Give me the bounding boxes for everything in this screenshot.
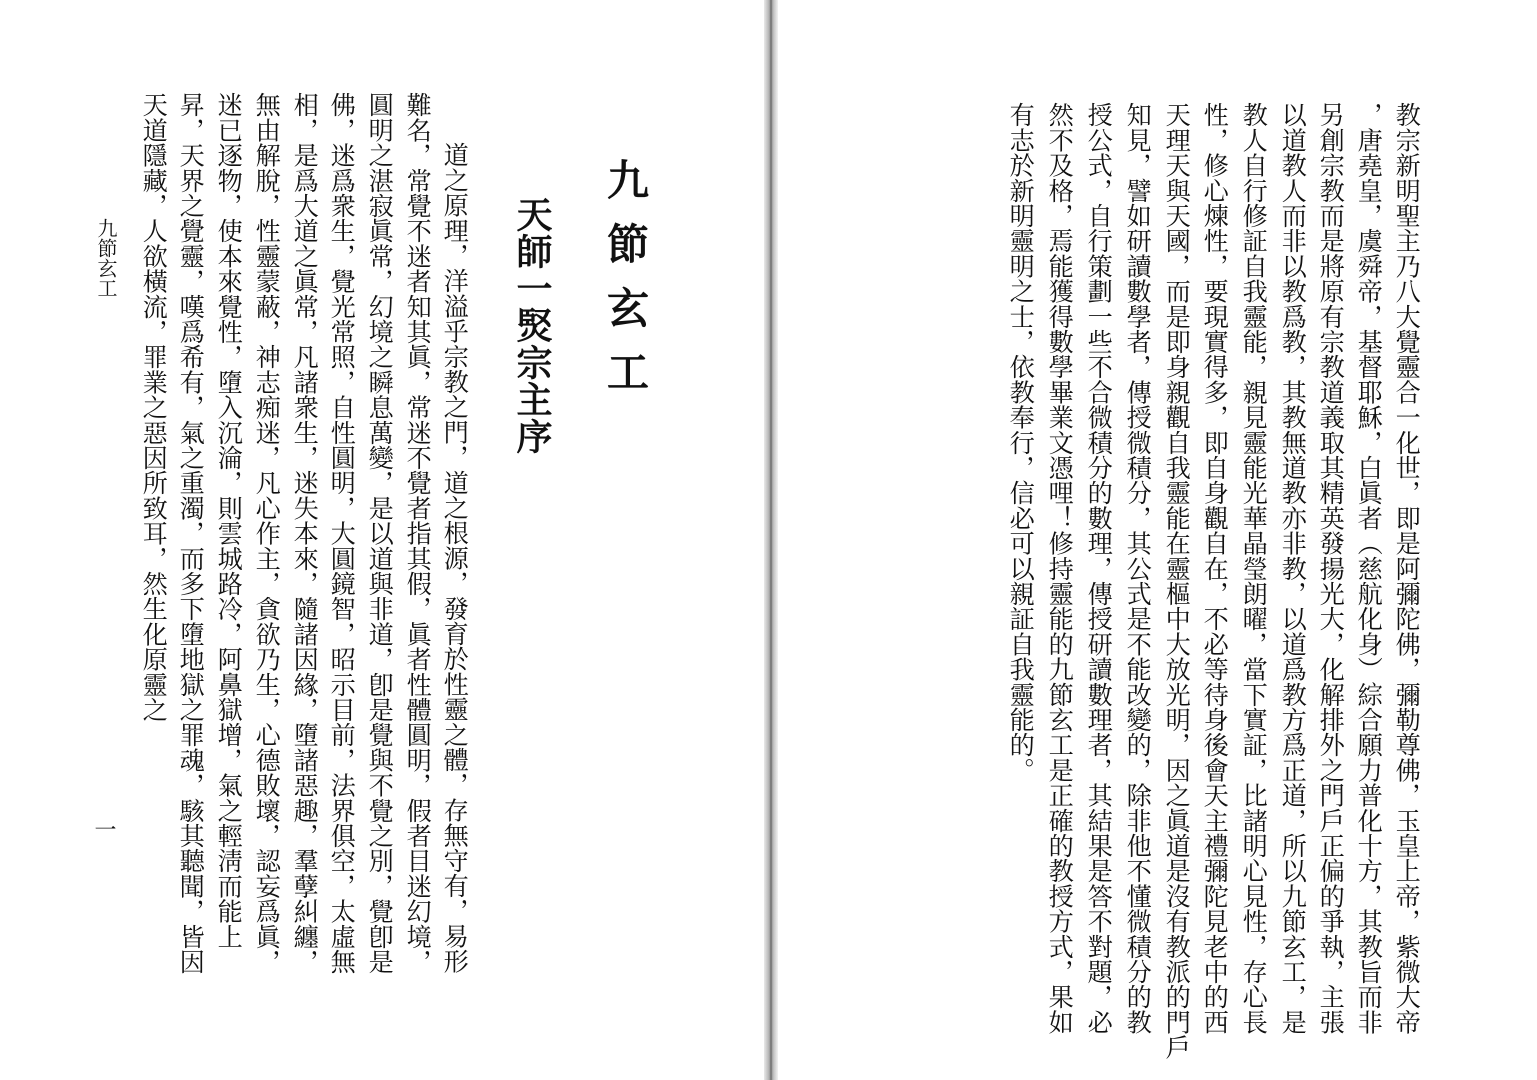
text-column: 無由解脫，性靈蒙蔽，神志痴迷，凡心作主，貪欲乃生，心德敗壞，認妄爲眞， bbox=[252, 92, 282, 974]
gutter-shadow bbox=[770, 0, 772, 1080]
text-column: 相，是爲大道之眞常，凡諸衆生，迷失本來，隨諸因緣，墮諸惡趣，羣孽糾纏， bbox=[290, 92, 320, 974]
text-column: 圓明之湛寂眞常，幻境之瞬息萬變，是以道與非道，卽是覺與不覺之別，覺卽是 bbox=[365, 92, 395, 974]
text-column: 有志於新明靈明之士，依教奉行，信必可以親証自我靈能的。 bbox=[1006, 102, 1036, 783]
text-column: ，唐堯皇，虞舜帝，基督耶穌，白眞者（慈航化身）綜合願力普化十方，其教旨而非 bbox=[1354, 102, 1384, 1035]
page-number: 一 bbox=[91, 818, 116, 840]
left-page bbox=[0, 0, 768, 1080]
text-column: 教宗新明聖主乃八大覺靈合一化世，即是阿彌陀佛，彌勒尊佛，玉皇上帝，紫微大帝 bbox=[1392, 102, 1422, 1035]
text-column: 天道隱藏，人欲橫流，罪業之惡因所致耳，然生化原靈之 bbox=[139, 92, 169, 722]
preface-heading: 天師一㷂宗主序 bbox=[511, 196, 553, 455]
text-column: 然不及格，焉能獲得數學畢業文憑哩！修持靈能的九節玄工是正確的教授方式，果如 bbox=[1045, 102, 1075, 1035]
text-column: 知見，譬如研讀數學者，傳授微積分，其公式是不能改變的，除非他不懂微積分的教 bbox=[1123, 102, 1153, 1035]
text-column: 性，修心煉性，要現實得多，即自身觀自在，不必等待身後會天主禮彌陀見老中的西 bbox=[1200, 102, 1230, 1035]
text-column: 以道教人而非以教爲教，其教無道教亦非教，以道爲教方爲正道，所以九節玄工，是 bbox=[1278, 102, 1308, 1035]
book-title: 九節玄工 bbox=[601, 158, 650, 414]
right-page bbox=[778, 0, 1537, 1080]
text-column: 昇，天界之覺靈，嘆爲希有，氣之重濁，而多下墮地獄之罪魂，駭其聽聞，皆因 bbox=[176, 92, 206, 974]
running-head: 九節玄工 bbox=[94, 218, 118, 298]
text-column: 授公式，自行策劃一些不合微積分的數理，傳授研讀數理者，其結果是答不對題，必 bbox=[1084, 102, 1114, 1035]
text-column: 教人自行修証自我靈能，親見靈能光華晶瑩朗曜，當下實証，比諸明心見性，存心長 bbox=[1239, 102, 1269, 1035]
text-column: 佛，迷爲衆生，覺光常照，自性圓明，大圓鏡智，昭示目前，法界俱空，太虛無 bbox=[327, 92, 357, 974]
text-column: 天理天與天國，而是即身親觀自我靈能在靈樞中大放光明，因之眞道是沒有教派的門戶 bbox=[1162, 102, 1192, 1060]
text-column: 迷已逐物，使本來覺性，墮入沉淪，則雲城路冷，阿鼻獄增，氣之輕淸而能上 bbox=[214, 92, 244, 949]
text-column: 難名，常覺不迷者知其眞，常迷不覺者指其假，眞者性體圓明，假者目迷幻境， bbox=[403, 92, 433, 974]
text-column: 另創宗教而是將原有宗教道義取其精英發揚光大，化解排外之門戶正偏的爭執，主張 bbox=[1316, 102, 1346, 1035]
text-column: 道之原理，洋溢乎宗教之門，道之根源，發育於性靈之體，存無守有，易形 bbox=[440, 142, 470, 974]
